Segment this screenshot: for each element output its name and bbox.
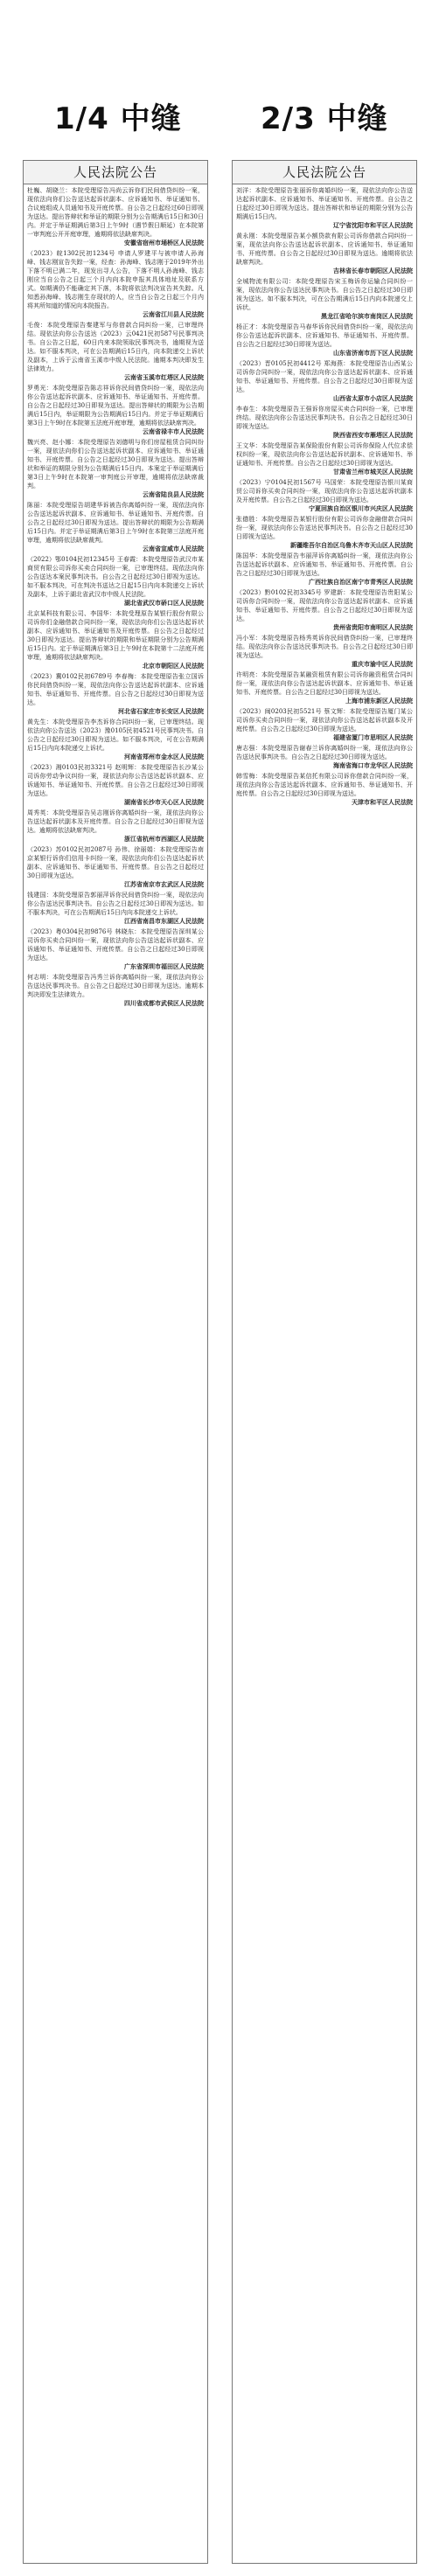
court-notice — [236, 277, 413, 321]
court-name: 吉林省长春市朝阳区人民法院 — [333, 267, 413, 274]
court-notice — [236, 744, 413, 770]
notice-text: 周秀英：本院受理原告吴志刚诉你离婚纠纷一案，现依法向你公告送达起诉状副本及开庭传票。自公告之日起经过30日即视为送达。逾期将依法缺席判决。 — [27, 809, 204, 834]
notice-text: 罗勇光：本院受理原告陈志祥诉你民间借贷纠纷一案，现依法向你公告送达起诉状副本、应诉通知书、举证通知书、开庭传票。自公告之日起经过30日即视为送达。提出答辩状的期限为公告期满后15日内，举证期限为公告期满后15日内。并定于举证期满后第3日上午9时在本院第五法庭开庭审理，逾期将依法缺席判决。 — [27, 385, 204, 427]
court-notice — [27, 249, 204, 319]
court-notice — [236, 405, 413, 440]
court-name: 湖北省武汉市硚口区人民法院 — [124, 600, 204, 607]
court-name: 重庆市渝中区人民法院 — [352, 661, 413, 668]
court-notice — [236, 707, 413, 742]
right-notice-column — [232, 160, 417, 2564]
court-name: 云南省江川县人民法院 — [143, 311, 204, 318]
court-name: 陕西省西安市雁塔区人民法院 — [333, 432, 413, 439]
notice-text: 北京某科技有限公司、李国华：本院受理原告某银行股份有限公司诉你们金融借款合同纠纷一案，现依法向你们公告送达起诉状副本、应诉通知书、举证通知书及开庭传票。自公告之日起经过30日即视为送达。提出答辩状的期限和举证期限分别为公告期满后15日内。定于举证期满后第3日上午9时在本院第十二法庭开庭审理，逾期将依法缺席判决。 — [27, 610, 204, 661]
court-name: 广西壮族自治区南宁市青秀区人民法院 — [309, 579, 413, 586]
notice-text: 钱建国：本院受理原告郭丽萍诉你民间借贷纠纷一案，现依法向你公告送达民事判决书。自公告之日起经过30日即视为送达。如不服本判决，可在公告期满后15日内向本院递交上诉状。 — [27, 892, 204, 916]
right-column-header: 2/3 中缝 — [261, 101, 388, 136]
court-notice — [27, 845, 204, 889]
court-notice — [27, 927, 204, 971]
court-name: 安徽省宿州市埇桥区人民法院 — [124, 240, 204, 246]
court-name: 福建省厦门市思明区人民法院 — [333, 734, 413, 741]
court-notice — [236, 670, 413, 705]
court-notice — [236, 232, 413, 275]
left-notice-column — [23, 160, 208, 2564]
court-name: 河南省郑州市金水区人民法院 — [124, 753, 204, 760]
court-notice — [27, 763, 204, 807]
notice-text: （2023）皖1302民初1234号 申请人罗建平与被申请人孙海峰、钱志刚宣告失踪一案，经查：孙海峰、钱志刚于2019年外出下落不明已满二年，现发出寻人公告，下落不明人孙海峰、钱志刚应当自公告之日起三个月内向本院申报其具体地址及联系方式。如期满仍不能确定其下落，本院将依法判决宣告其失踪。凡知悉孙海峰、钱志刚生存现状的人，应当自公告之日起三个月内将其所知道的情况向本院报告。 — [27, 250, 204, 309]
notice-text: 李春生：本院受理原告王强诉你房屋买卖合同纠纷一案，已审理终结。现依法向你公告送达民事判决书。自公告之日起经过30日即视为送达。 — [236, 406, 413, 430]
court-name: 云南省陆良县人民法院 — [143, 491, 204, 498]
court-notice — [27, 555, 204, 608]
court-name: 浙江省杭州市西湖区人民法院 — [124, 836, 204, 843]
court-name: 贵州省贵阳市南明区人民法院 — [333, 624, 413, 631]
notice-text: （2023）苏0102民初2087号 孙伟、徐丽娟：本院受理原告南京某银行诉你们信用卡纠纷一案，现依法向你们公告送达起诉状副本、应诉通知书、举证通知书、开庭传票。自公告之日起经过30日即视为送达。 — [27, 846, 204, 879]
court-name: 江西省南昌市东湖区人民法院 — [124, 918, 204, 925]
notice-text: （2023）闽0203民初5521号 蔡文辉：本院受理原告厦门某公司诉你买卖合同纠纷一案，现依法向你公告送达起诉状副本及开庭传票。自公告之日起经过30日即视为送达。 — [236, 708, 413, 733]
notice-text: 许明亮：本院受理原告某融资租赁有限公司诉你融资租赁合同纠纷一案，现依法向你公告送达起诉状副本、应诉通知书、举证通知书、开庭传票。自公告之日起经过30日即视为送达。 — [236, 671, 413, 696]
court-notice — [27, 672, 204, 716]
notice-text: 唐志强：本院受理原告谢春兰诉你离婚纠纷一案，现依法向你公告送达民事判决书。自公告之日起经过30日即视为送达。 — [236, 745, 413, 760]
notice-text: 黄先生：本院受理原告李杰诉你合同纠纷一案，已审理终结。现依法向你公告送达（2023）豫0105民初4521号民事判决书。自公告之日起经过30日即视为送达。如不服本判决，可在公告期满后15日内向本院递交上诉状。 — [27, 719, 204, 752]
left-column-title: 人民法院公告 — [24, 161, 207, 184]
court-notice — [27, 501, 204, 553]
court-notice — [27, 609, 204, 670]
court-notice — [236, 772, 413, 807]
court-name: 辽宁省沈阳市和平区人民法院 — [333, 222, 413, 229]
notice-text: 毛俊：本院受理原告秦建军与你借款合同纠纷一案，已审理终结。现依法向你公告送达（2023）云0421民初587号民事判决书。自公告之日起，60日内来本院领取民事判决书，逾期视为送达。如不服本判决，可在公告期满后15日内，向本院递交上诉状及副本，上诉于云南省玉溪市中级人民法院。逾期本判决即发生法律效力。 — [27, 322, 204, 372]
court-name: 天津市和平区人民法院 — [352, 799, 413, 806]
court-notice — [27, 438, 204, 499]
court-name: 山东省济南市历下区人民法院 — [333, 350, 413, 357]
court-name: 江苏省南京市玄武区人民法院 — [124, 881, 204, 888]
court-name: 河北省石家庄市长安区人民法院 — [118, 708, 204, 715]
notice-text: （2023）湘0103民初3321号 赵明辉：本院受理原告长沙某公司诉你劳动争议纠纷一案，现依法向你公告送达起诉状副本、应诉通知书、举证通知书、开庭传票。自公告之日起经过30日即视为送达。 — [27, 764, 204, 797]
court-name: 四川省成都市武侯区人民法院 — [124, 1000, 204, 1007]
notice-text: 陈国华：本院受理原告韦丽萍诉你离婚纠纷一案，现依法向你公告送达起诉状副本、应诉通知书、举证通知书、开庭传票。自公告之日起经过30日即视为送达。 — [236, 552, 413, 577]
notice-text: 杜巍、胡晓兰：本院受理原告冯尚云诉你们民间借贷纠纷一案，现依法向你们公告送达起诉状副本、应诉通知书、举证通知书、合议庭组成人员通知书及开庭传票。自公告之日起经过60日即视为送达。提出答辩状和举证的期限分别为公告期满后15日和30日内。并定于举证期满后第3日上午9时（遇节假日顺延）在本院第一审判庭公开开庭审理，逾期将依法缺席判决。 — [27, 187, 204, 238]
notice-text: （2023）宁0104民初1567号 马国荣：本院受理原告银川某商贸公司诉你买卖合同纠纷一案，现依法向你公告送达起诉状副本及开庭传票。自公告之日起经过30日即视为送达。 — [236, 479, 413, 503]
court-notice — [236, 441, 413, 476]
court-notice — [236, 323, 413, 358]
notice-text: （2023）黔0102民初3345号 罗建新：本院受理原告贵阳某公司诉你合同纠纷一案，现依法向你公告送达起诉状副本、应诉通知书、举证通知书、开庭传票。自公告之日起经过30日即视为送达。 — [236, 589, 413, 622]
court-name: 广东省深圳市福田区人民法院 — [124, 963, 204, 970]
court-notice — [236, 552, 413, 587]
court-name: 云南省玉溪市红塔区人民法院 — [124, 374, 204, 381]
court-name: 新疆维吾尔自治区乌鲁木齐市天山区人民法院 — [290, 542, 413, 549]
left-column-body — [24, 184, 207, 2564]
court-notice — [236, 515, 413, 550]
court-name: 海南省海口市龙华区人民法院 — [333, 762, 413, 769]
court-notice — [236, 359, 413, 403]
notice-text: 冯小军：本院受理原告杨秀英诉你民间借贷纠纷一案，已审理终结。现依法向你公告送达民事判决书。自公告之日起经过30日即视为送达。 — [236, 635, 413, 659]
notice-text: （2023）冀0102民初6789号 李春梅：本院受理原告张立国诉你民间借贷纠纷一案，现依法向你公告送达起诉状副本、应诉通知书、举证通知书、开庭传票。自公告之日起经过30日即视为送达。 — [27, 673, 204, 706]
notice-text: （2023）晋0105民初4412号 郑海燕：本院受理原告山西某公司诉你合同纠纷一案，现依法向你公告送达起诉状副本、应诉通知书、举证通知书、开庭传票。自公告之日起经过30日即视为送达。 — [236, 360, 413, 393]
court-notice — [27, 891, 204, 926]
notice-text: 刘洋：本院受理原告张丽诉你离婚纠纷一案，现依法向你公告送达起诉状副本、应诉通知书、举证通知书、开庭传票。自公告之日起经过30日即视为送达。提出答辩状和举证的期限分别为公告期满后15日内。 — [236, 187, 413, 220]
court-name: 北京市朝阳区人民法院 — [143, 663, 204, 670]
right-column-body — [233, 184, 416, 2564]
court-name: 宁夏回族自治区银川市兴庆区人民法院 — [309, 505, 413, 512]
court-name: 云南省宣威市人民法院 — [143, 545, 204, 552]
court-notice — [27, 384, 204, 436]
court-notice — [27, 718, 204, 761]
court-name: 黑龙江省哈尔滨市南岗区人民法院 — [321, 313, 413, 320]
notice-text: 张德胜：本院受理原告某银行股份有限公司诉你金融借款合同纠纷一案，现依法向你公告送达民事判决书。自公告之日起经过30日即视为送达。 — [236, 516, 413, 540]
court-notice — [236, 588, 413, 632]
notice-text: 何志明：本院受理原告冯秀兰诉你离婚纠纷一案，现依法向你公告送达民事判决书。自公告之日起经过30日即视为送达。逾期本判决即发生法律效力。 — [27, 974, 204, 998]
court-notice — [236, 634, 413, 669]
court-name: 上海市浦东新区人民法院 — [345, 698, 413, 705]
court-notice — [236, 186, 413, 230]
court-notice — [27, 186, 204, 247]
notice-text: 魏兴亮、赵小娜：本院受理原告刘德明与你们房屋租赁合同纠纷一案，现依法向你们公告送达起诉状副本、应诉通知书、举证通知书、开庭传票。自公告之日起经过30日即视为送达。提出答辩状和举证的期限分别为公告期满后15日内。本案定于举证期满后第3日上午9时在本院第一审判庭公开审理，逾期将依法缺席裁判。 — [27, 439, 204, 490]
court-name: 湖南省长沙市天心区人民法院 — [124, 799, 204, 806]
notice-text: 陈丽：本院受理原告胡建华诉被告你离婚纠纷一案，现依法向你公告送达起诉状副本、应诉通知书、举证通知书、开庭传票。自公告之日起经过30日即视为送达。提出答辩状的期限为公告期满后15日内。并定于举证期满后第3日上午9时在本院第三法庭开庭审理，逾期将依法缺席裁判。 — [27, 502, 204, 544]
notice-text: 王文华：本院受理原告某保险股份有限公司诉你保险人代位求偿权纠纷一案，现依法向你公告送达起诉状副本、应诉通知书、举证通知书、开庭传票。自公告之日起经过30日即视为送达。 — [236, 442, 413, 467]
notice-text: 杨正才：本院受理原告马春华诉你民间借贷纠纷一案，现依法向你公告送达起诉状副本、应诉通知书、举证通知书、开庭传票。自公告之日起经过30日即视为送达。 — [236, 323, 413, 348]
court-name: 山西省太原市小店区人民法院 — [333, 395, 413, 402]
notice-text: 韩雪梅：本院受理原告某信托有限公司诉你借款合同纠纷一案，现依法向你公告送达起诉状副本、应诉通知书、举证通知书、开庭传票。自公告之日起经过30日即视为送达。 — [236, 773, 413, 797]
court-notice — [236, 478, 413, 513]
court-notice — [27, 321, 204, 382]
right-column-title: 人民法院公告 — [233, 161, 416, 184]
notice-text: （2022）鄂0104民初12345号 王春霞：本院受理原告武汉市某商贸有限公司诉你买卖合同纠纷一案，已审理终结。现依法向你公告送达本案民事判决书。自公告之日起经过30日即视为送达。如不服本判决，可在判决书送达之日起15日内向本院递交上诉状及副本，上诉于湖北省武汉市中级人民法院。 — [27, 556, 204, 598]
court-name: 云南省禄丰市人民法院 — [143, 428, 204, 435]
left-column-header: 1/4 中缝 — [54, 101, 182, 136]
notice-text: 全城物流有限公司：本院受理原告宋玉梅诉你运输合同纠纷一案，现依法向你公告送达民事判决书。自公告之日起经过30日即视为送达。如不服本判决，可在公告期满后15日内向本院递交上诉状。 — [236, 278, 413, 311]
notice-text: 黄永刚：本院受理原告某小额贷款有限公司诉你借款合同纠纷一案，现依法向你公告送达起诉状副本、应诉通知书、举证通知书、开庭传票。自公告之日起经过30日即视为送达。逾期将依法缺席判决。 — [236, 233, 413, 266]
court-notice — [27, 973, 204, 1008]
court-name: 甘肃省兰州市城关区人民法院 — [333, 469, 413, 476]
court-notice — [27, 809, 204, 844]
notice-text: （2023）粤0304民初9876号 林晓东：本院受理原告深圳某公司诉你买卖合同纠纷一案，现依法向你公告送达起诉状副本、应诉通知书、举证通知书、开庭传票。自公告之日起经过30日即视为送达。 — [27, 928, 204, 962]
